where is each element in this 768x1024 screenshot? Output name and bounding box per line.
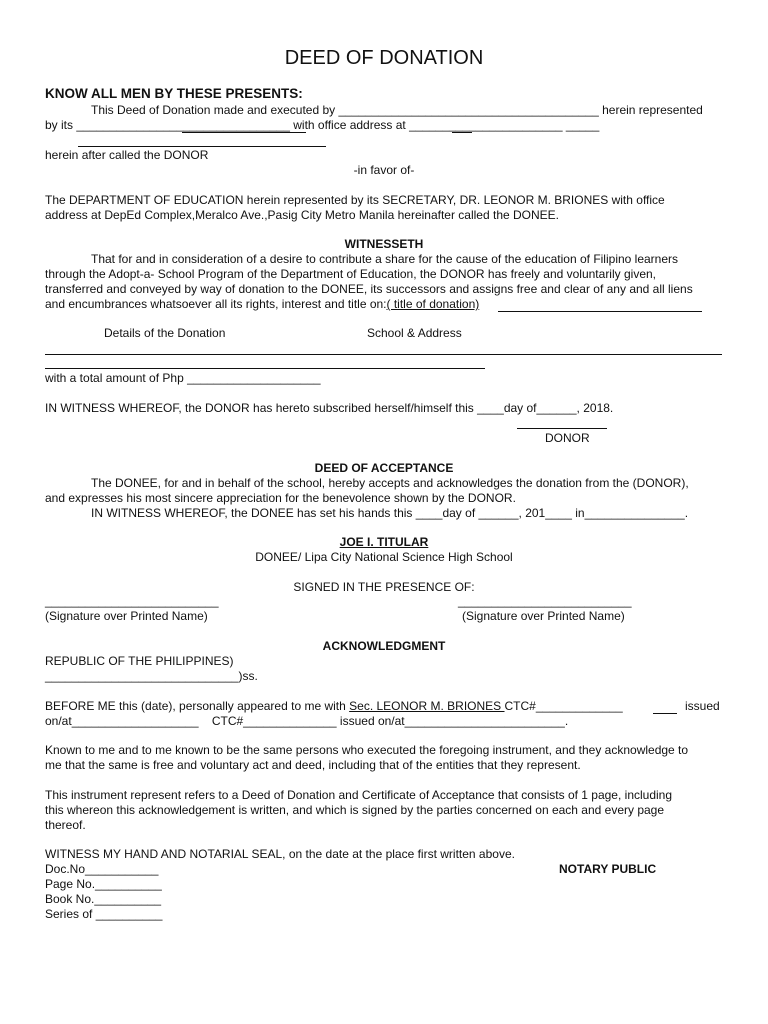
representative-underline	[182, 132, 306, 133]
before-me-ctc: CTC#_____________	[504, 699, 623, 713]
page-no: Page No.__________	[45, 877, 162, 891]
donation-title-underline	[498, 311, 702, 312]
witness-signature-line-right: __________________________	[458, 594, 632, 608]
donor-whereof: IN WITNESS WHEREOF, the DONOR has hereto subscribed herself/himself this ____day of______, 2018.	[45, 401, 614, 415]
intro-line-3: herein after called the DONOR	[45, 148, 209, 162]
total-amount: with a total amount of Php ____________________	[45, 371, 321, 385]
details-label: Details of the Donation	[104, 326, 226, 340]
intro-line-1: This Deed of Donation made and executed by _______________________________________ herein represented	[91, 103, 703, 117]
document-title: DEED OF DONATION	[284, 47, 484, 69]
known-line-1: Known to me and to me known to be the same persons who executed the foregoing instrument, and they acknowledge to	[45, 743, 689, 757]
notary-public-label: NOTARY PUBLIC	[559, 862, 657, 876]
witness-label-right: (Signature over Printed Name)	[462, 609, 625, 623]
witness-label-left: (Signature over Printed Name)	[45, 609, 208, 623]
series-of: Series of __________	[45, 907, 163, 921]
acceptance-line-1: The DONEE, for and in behalf of the school, hereby accepts and acknowledges the donation from the (DONOR),	[91, 476, 689, 490]
ss-line: _____________________________)ss.	[45, 669, 258, 683]
republic-line: REPUBLIC OF THE PHILIPPINES)	[45, 654, 234, 668]
donee-signer-name: JOE I. TITULAR	[339, 535, 429, 549]
witnesseth-line-1: That for and in consideration of a desire to contribute a share for the cause of the education of Filipino learners	[91, 252, 679, 266]
acknowledgment-heading: ACKNOWLEDGMENT	[322, 639, 446, 653]
known-line-2: me that the same is free and voluntary act and deed, including that of the entities that they represent.	[45, 758, 581, 772]
ctc-underline	[653, 713, 677, 714]
acceptance-heading: DEED OF ACCEPTANCE	[314, 461, 454, 475]
intro-line-2: by its ________________________________ with office address at _______________________ _____	[45, 118, 600, 132]
acceptance-line-3: IN WITNESS WHEREOF, the DONEE has set his hands this ____day of ______, 201____ in_______________.	[91, 506, 689, 520]
witnesseth-heading: WITNESSETH	[344, 237, 424, 251]
book-no: Book No.__________	[45, 892, 162, 906]
before-me-prefix: BEFORE ME this (date), personally appeared to me with	[45, 699, 350, 713]
instrument-line-1: This instrument represent refers to a Deed of Donation and Certificate of Acceptance that consists of 1 page, including	[45, 788, 673, 802]
presents-heading: KNOW ALL MEN BY THESE PRESENTS:	[45, 86, 303, 101]
instrument-line-3: thereof.	[45, 818, 86, 832]
donation-title-field: ( title of donation)	[386, 297, 480, 311]
donee-line-1: The DEPARTMENT OF EDUCATION herein represented by its SECRETARY, DR. LEONOR M. BRIONES with office	[45, 193, 665, 207]
instrument-line-2: this whereon this acknowledgement is written, and which is signed by the parties concerned on each and every page	[45, 803, 665, 817]
address-underline	[452, 132, 472, 133]
in-favor-label: -in favor of-	[353, 163, 415, 177]
donor-signature-line	[517, 428, 607, 429]
witnesseth-line-4	[45, 297, 479, 312]
donee-line-2: address at DepEd Complex,Meralco Ave.,Pasig City Metro Manila hereinafter called the DONEE.	[45, 208, 560, 222]
school-address-label: School & Address	[367, 326, 462, 340]
signed-presence: SIGNED IN THE PRESENCE OF:	[293, 580, 475, 594]
before-me-line	[45, 699, 623, 714]
donor-label: DONOR	[545, 431, 590, 445]
details-line-1	[45, 354, 722, 355]
witnesseth-line-3: transferred and conveyed by way of donation to the DONEE, its successors and assigns free and clear of any and all liens	[45, 282, 693, 296]
witnesseth-line-2: through the Adopt-a- School Program of the Department of Education, the DONOR has freely and voluntarily given,	[45, 267, 656, 281]
title-prefix: and encumbrances whatsoever all its rights, interest and title on:	[45, 297, 387, 311]
witness-seal-line: WITNESS MY HAND AND NOTARIAL SEAL, on the date at the place first written above.	[45, 847, 515, 861]
doc-no: Doc.No___________	[45, 862, 159, 876]
details-line-2	[45, 368, 485, 369]
issued-label: issued	[685, 699, 720, 713]
representative-line-2	[78, 146, 326, 147]
appearing-person: Sec. LEONOR M. BRIONES	[349, 699, 505, 713]
acceptance-line-2: and expresses his most sincere appreciation for the benevolence shown by the DONOR.	[45, 491, 516, 505]
donee-signer-title: DONEE/ Lipa City National Science High School	[255, 550, 513, 564]
witness-signature-line-left: __________________________	[45, 594, 219, 608]
onat-line: on/at___________________ CTC#______________ issued on/at________________________.	[45, 714, 569, 728]
